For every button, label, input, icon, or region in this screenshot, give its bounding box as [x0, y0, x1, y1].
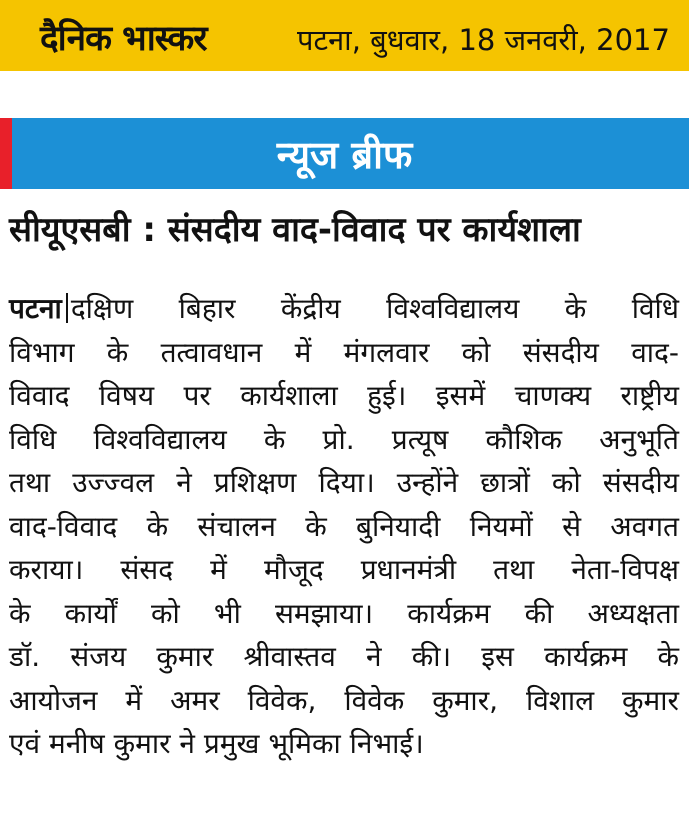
masthead — [0, 0, 689, 71]
article-line: डॉ. संजय कुमार श्रीवास्तव ने की। इस कार्यक्रम के — [9, 640, 679, 673]
article-line: एवं मनीष कुमार ने प्रमुख भूमिका निभाई। — [9, 727, 424, 760]
article-line: वाद-विवाद के संचालन के बुनियादी नियमों से अवगत — [9, 509, 679, 543]
article-line: विधि विश्वविद्यालय के प्रो. प्रत्यूष कौशिक अनुभूति — [9, 422, 679, 456]
article-line: तथा उज्ज्वल ने प्रशिक्षण दिया। उन्होंने छात्रों को संसदीय — [9, 466, 679, 499]
dateline-separator — [66, 293, 68, 323]
article-line: विवाद विषय पर कार्यशाला हुई। इसमें चाणक्य राष्ट्रीय — [9, 379, 679, 412]
article-line: कराया। संसद में मौजूद प्रधानमंत्री तथा नेता-विपक्ष — [9, 553, 679, 586]
article-line: आयोजन में अमर विवेक, विवेक कुमार, विशाल कुमार — [9, 683, 679, 717]
article-line — [9, 287, 679, 331]
article-line: के कार्यों को भी समझाया। कार्यक्रम की अध्यक्षता — [9, 596, 679, 630]
article-place: पटना — [9, 292, 62, 325]
article-line: विभाग के तत्वावधान में मंगलवार को संसदीय वाद- — [9, 335, 679, 369]
newspaper-logo: दैनिक भास्कर — [40, 19, 207, 59]
article-headline: सीयूएसबी : संसदीय वाद-विवाद पर कार्यशाला — [9, 210, 581, 250]
section-title: न्यूज ब्रीफ — [276, 133, 413, 177]
section-banner — [0, 118, 689, 189]
edition-dateline: पटना, बुधवार, 18 जनवरी, 2017 — [297, 23, 670, 57]
article-line-text: दक्षिण बिहार केंद्रीय विश्वविद्यालय के विधि — [70, 292, 679, 325]
article-body — [9, 287, 679, 766]
